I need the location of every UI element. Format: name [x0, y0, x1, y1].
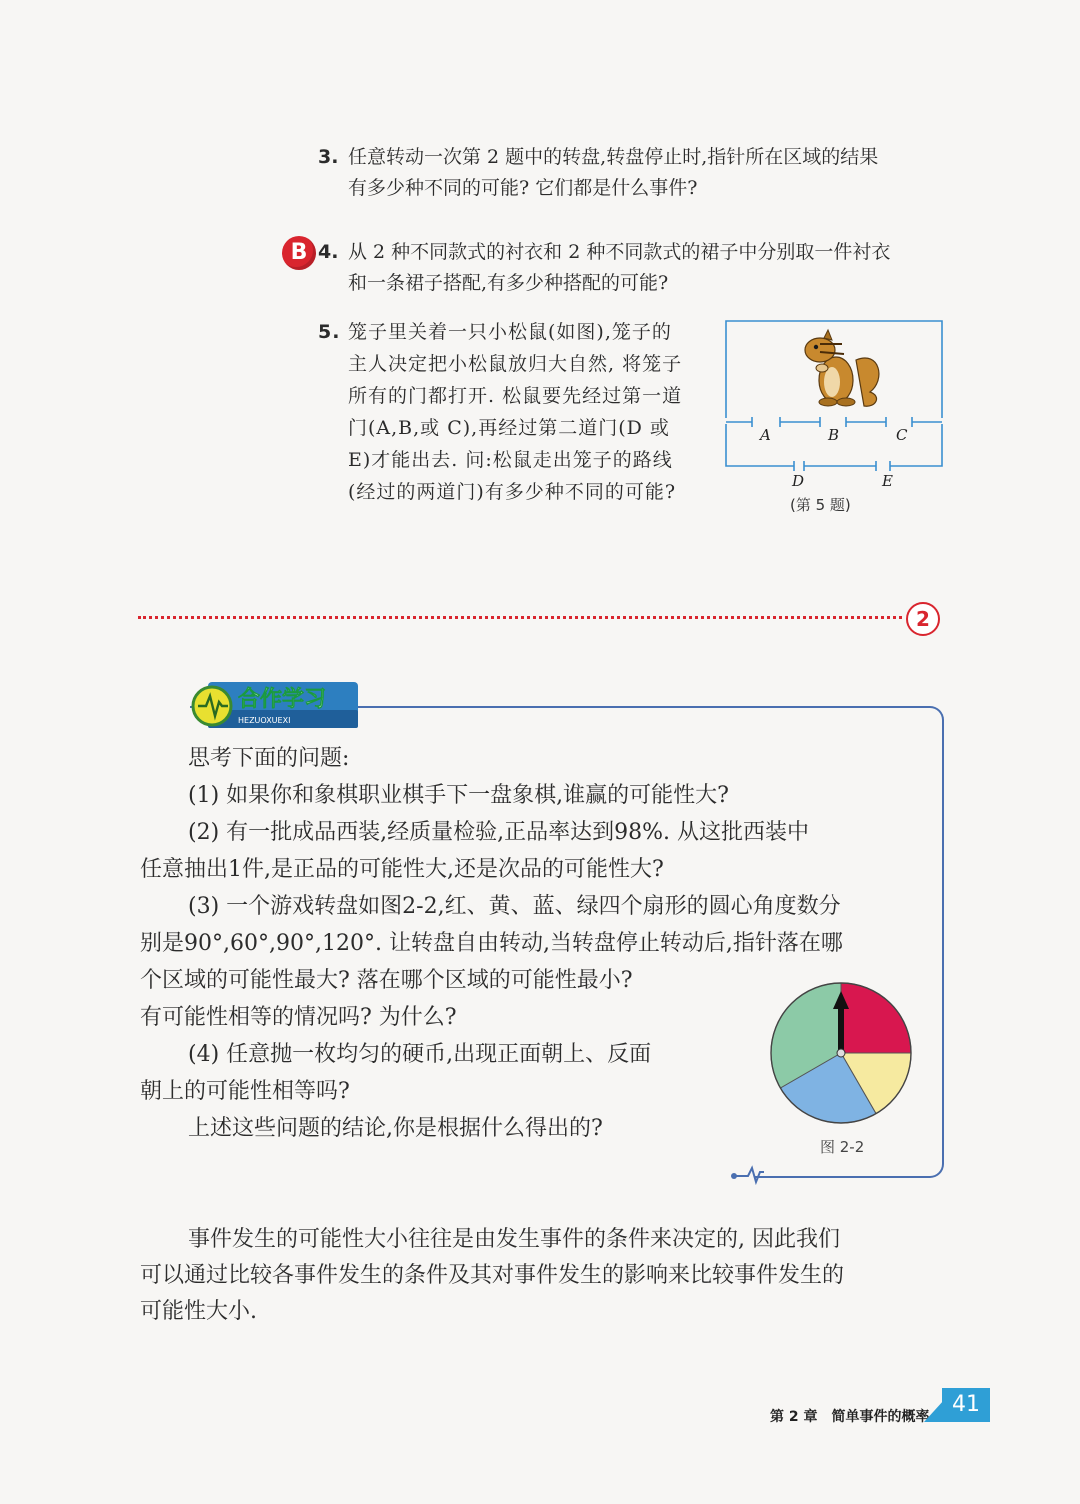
section-number-badge: 2	[906, 602, 940, 636]
exercise-number: 3.	[318, 146, 339, 168]
exercise-4	[318, 237, 948, 299]
paragraph: (3) 一个游戏转盘如图2-2,红、黄、蓝、绿四个扇形的圆心角度数分	[188, 894, 841, 919]
paragraph: (2) 有一批成品西装,经质量检验,正品率达到98%. 从这批西装中	[188, 820, 810, 845]
paragraph: 有可能性相等的情况吗? 为什么?	[140, 1005, 457, 1030]
section-divider	[138, 616, 902, 619]
squirrel-illustration	[805, 330, 879, 406]
chapter-number: 第 2 章	[770, 1409, 818, 1425]
footer-chapter	[770, 1406, 944, 1426]
conclusion-text	[140, 1222, 950, 1330]
chapter-title: 简单事件的概率	[831, 1409, 930, 1425]
paragraph: (1) 如果你和象棋职业棋手下一盘象棋,谁赢的可能性大?	[188, 783, 729, 808]
exercise-5	[318, 316, 718, 508]
exercise-text-line: E)才能出去. 问:松鼠走出笼子的路线	[348, 449, 673, 471]
door-label-e: E	[882, 472, 893, 490]
paragraph: (4) 任意抛一枚均匀的硬币,出现正面朝上、反面	[188, 1042, 652, 1067]
exercise-text-line: 有多少种不同的可能? 它们都是什么事件?	[348, 177, 698, 199]
spinner-caption: 图 2-2	[820, 1138, 865, 1156]
paragraph: 可能性大小.	[140, 1299, 257, 1324]
exercise-text-line: 从 2 种不同款式的衬衣和 2 种不同款式的裙子中分别取一件衬衣	[348, 241, 891, 263]
exercise-text-line: 门(A,B,或 C),再经过第二道门(D 或	[348, 417, 670, 439]
paragraph: 朝上的可能性相等吗?	[140, 1079, 350, 1104]
spinner-hub	[837, 1049, 845, 1057]
frame-gap	[190, 1170, 755, 1184]
paragraph: 思考下面的问题:	[188, 746, 350, 771]
paragraph: 别是90°,60°,90°,120°. 让转盘自由转动,当转盘停止转动后,指针落在哪	[140, 931, 843, 956]
exercise-text-line: 和一条裙子搭配,有多少种搭配的可能?	[348, 272, 669, 294]
exercise-text-line: (经过的两道门)有多少种不同的可能?	[348, 481, 677, 503]
paragraph: 任意抽出1件,是正品的可能性大,还是次品的可能性大?	[140, 857, 664, 882]
banner-title: 合作学习	[238, 687, 327, 712]
cage-figure	[724, 320, 944, 520]
banner-subtitle: HEZUOXUEXI	[238, 716, 291, 725]
spinner-figure	[768, 980, 914, 1126]
spinner-wheel	[768, 980, 914, 1126]
door-label-b: B	[828, 426, 840, 444]
spinner-sector-red	[841, 983, 911, 1053]
exercise-text-line: 主人决定把小松鼠放归大自然, 将笼子	[348, 353, 683, 375]
cooperative-learning-banner	[190, 680, 360, 732]
door-label-d: D	[792, 472, 805, 490]
paragraph: 个区域的可能性最大? 落在哪个区域的可能性最小?	[140, 968, 633, 993]
exercise-number: 4.	[318, 241, 339, 263]
page-number: 41	[942, 1388, 990, 1422]
paragraph: 上述这些问题的结论,你是根据什么得出的?	[188, 1116, 603, 1141]
page-tab-arrow	[924, 1400, 944, 1422]
level-b-badge: B	[282, 236, 316, 270]
banner-graphic	[190, 680, 360, 732]
figure-caption: (第 5 题)	[790, 496, 851, 514]
door-label-a: A	[760, 426, 771, 444]
cage-diagram	[724, 320, 944, 520]
paragraph: 可以通过比较各事件发生的条件及其对事件发生的影响来比较事件发生的	[140, 1263, 845, 1288]
exercise-text-line: 笼子里关着一只小松鼠(如图),笼子的	[348, 321, 672, 343]
exercise-number: 5.	[318, 321, 341, 343]
exercise-text-line: 所有的门都打开. 松鼠要先经过第一道	[348, 385, 683, 407]
paragraph: 事件发生的可能性大小往往是由发生事件的条件来决定的, 因此我们	[188, 1227, 840, 1252]
frame-zigzag-end	[730, 1164, 764, 1186]
exercise-text-line: 任意转动一次第 2 题中的转盘,转盘停止时,指针所在区域的结果	[348, 146, 879, 168]
door-label-c: C	[896, 426, 908, 444]
exercise-3	[318, 142, 948, 204]
